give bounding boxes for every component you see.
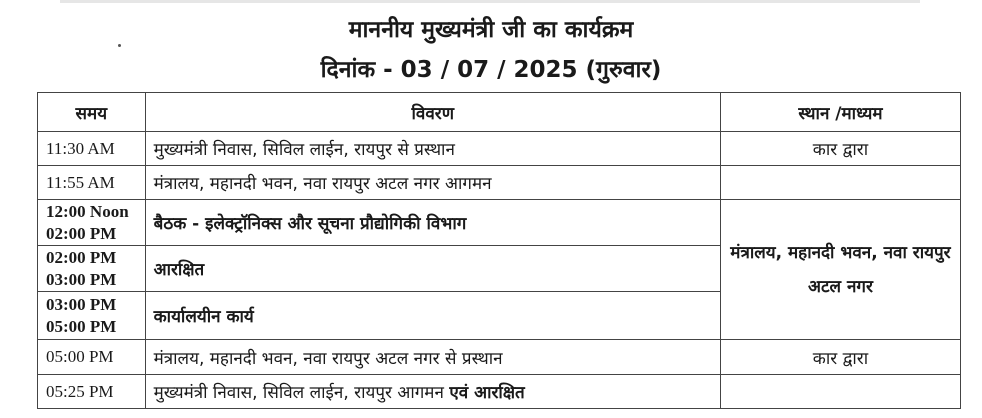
table-row	[38, 375, 961, 409]
table-row	[38, 200, 961, 246]
table-row	[38, 166, 961, 200]
schedule-table	[37, 92, 961, 409]
time-end-text: 05:00 PM	[46, 316, 117, 336]
description-text: मुख्यमंत्री निवास, सिविल लाईन, रायपुर आगमन	[153, 383, 444, 403]
time-cell	[38, 132, 146, 166]
time-start-text: 12:00 Noon	[46, 201, 129, 221]
description-cell: बैठक - इलेक्ट्रॉनिक्स और सूचना प्रौद्योगिकी विभाग	[145, 200, 720, 246]
time-cell	[38, 375, 146, 409]
place-cell	[720, 375, 960, 409]
time-cell	[38, 246, 146, 292]
time-end-text: 03:00 PM	[46, 269, 117, 289]
description-cell: मंत्रालय, महानदी भवन, नवा रायपुर अटल नगर से प्रस्थान	[145, 340, 720, 375]
description-cell: मुख्यमंत्री निवास, सिविल लाईन, रायपुर से प्रस्थान	[145, 132, 720, 166]
column-header-description: विवरण	[145, 93, 720, 132]
time-start-text: 03:00 PM	[46, 294, 117, 314]
time-cell	[38, 200, 146, 246]
time-cell	[38, 166, 146, 200]
description-cell: मंत्रालय, महानदी भवन, नवा रायपुर अटल नगर आगमन	[145, 166, 720, 200]
table-header-row	[38, 93, 961, 132]
time-text: 05:00 PM	[46, 347, 114, 366]
place-cell: कार द्वारा	[720, 132, 960, 166]
time-end-text: 02:00 PM	[46, 223, 117, 243]
place-cell: कार द्वारा	[720, 340, 960, 375]
time-text: 11:55 AM	[46, 172, 115, 192]
page-title: माननीय मुख्यमंत्री जी का कार्यक्रम	[348, 17, 634, 43]
place-cell	[720, 166, 960, 200]
description-cell: आरक्षित	[145, 246, 720, 292]
table-row	[38, 132, 961, 166]
description-cell	[145, 375, 720, 409]
description-cell: कार्यालयीन कार्य	[145, 292, 720, 340]
time-text: 11:30 AM	[46, 138, 115, 158]
date-line: दिनांक - 03 / 07 / 2025 (गुरुवार)	[320, 57, 662, 83]
top-border-rule	[60, 0, 920, 3]
column-header-place: स्थान /माध्यम	[720, 93, 960, 132]
description-bold-tail: एवं आरक्षित	[449, 383, 525, 403]
time-cell	[38, 292, 146, 340]
column-header-time: समय	[38, 93, 146, 132]
table-row	[38, 340, 961, 375]
time-text: 05:25 PM	[46, 381, 114, 401]
place-cell-merged: मंत्रालय, महानदी भवन, नवा रायपुर अटल नगर	[720, 200, 960, 340]
time-cell	[38, 340, 146, 375]
time-start-text: 02:00 PM	[46, 247, 117, 267]
